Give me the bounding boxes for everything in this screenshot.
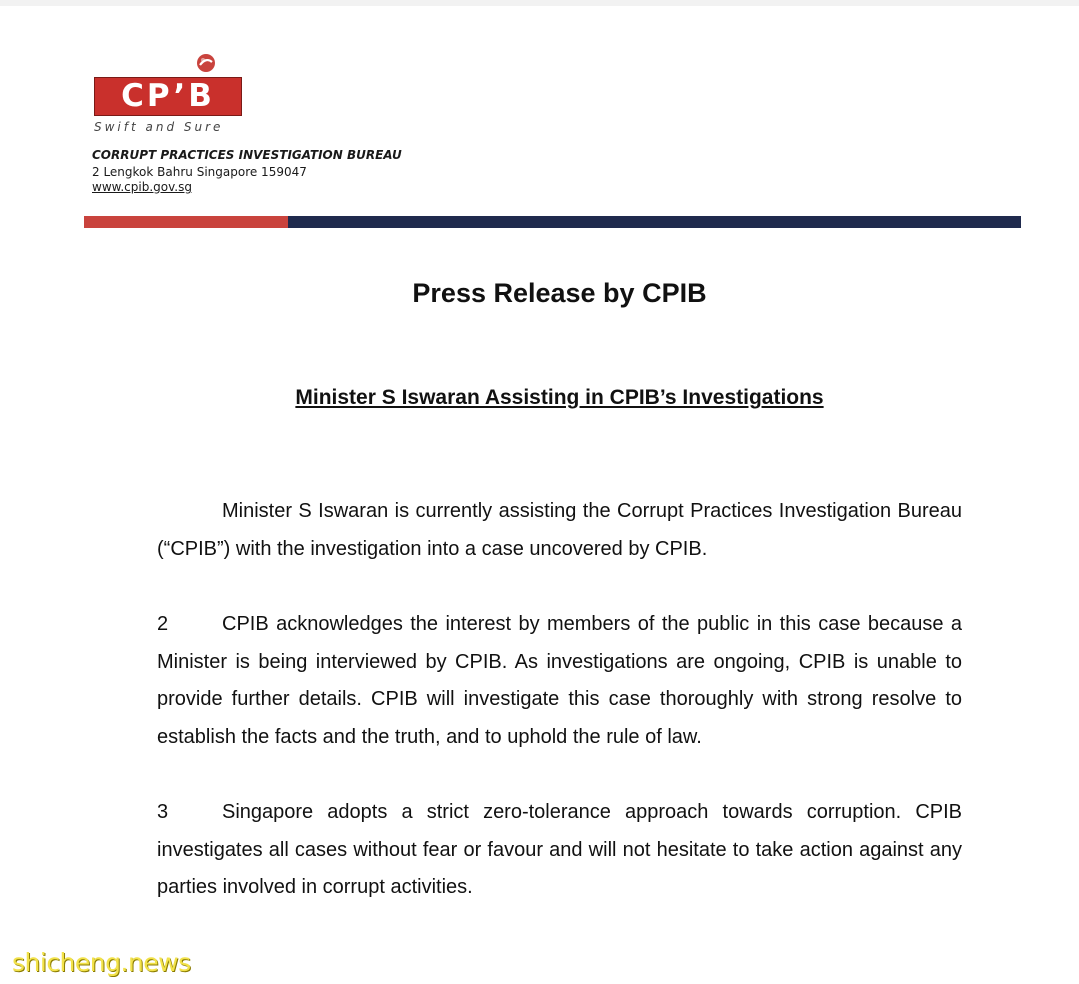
page-title: Press Release by CPIB — [412, 278, 707, 308]
paragraph-text: Minister S Iswaran is currently assisting the Corrupt Practices Investigation Bureau (“CPIB”) with the investigation into a case uncovered by CPIB. — [157, 500, 962, 560]
letterhead-rule-navy — [288, 216, 1021, 228]
paragraph-text: CPIB acknowledges the interest by members of the public in this case because a Minister is being interviewed by CPIB. As investigations are ongoing, CPIB is unable to provide further details. CPIB will investigate this case thoroughly with strong resolve to establish the facts and the truth, and to uphold the rule of law. — [157, 613, 962, 748]
logo-tagline: Swift and Sure — [94, 120, 224, 134]
logo-text: CP’B — [121, 78, 215, 114]
cpib-logo — [92, 52, 252, 136]
globe-icon — [196, 53, 216, 73]
org-name: CORRUPT PRACTICES INVESTIGATION BUREAU — [92, 148, 402, 162]
paragraph-text: Singapore adopts a strict zero-tolerance approach towards corruption. CPIB investigates all cases without fear or favour and will not hesitate to take action against any parties involved in corrupt activities. — [157, 801, 962, 898]
paragraph-number: 2 — [157, 613, 169, 635]
letterhead-rule-red — [84, 216, 288, 228]
logo-wordmark — [94, 77, 242, 116]
org-website-link[interactable]: www.cpib.gov.sg — [92, 180, 192, 194]
top-band — [0, 0, 1079, 6]
press-release-subtitle: Minister S Iswaran Assisting in CPIB’s Investigations — [295, 386, 824, 409]
org-address: 2 Lengkok Bahru Singapore 159047 — [92, 165, 307, 179]
watermark: shicheng.news — [12, 948, 191, 977]
paragraph-2 — [157, 606, 962, 756]
paragraph-3 — [157, 794, 962, 907]
paragraph-1 — [157, 493, 962, 568]
paragraph-number: 3 — [157, 801, 169, 823]
